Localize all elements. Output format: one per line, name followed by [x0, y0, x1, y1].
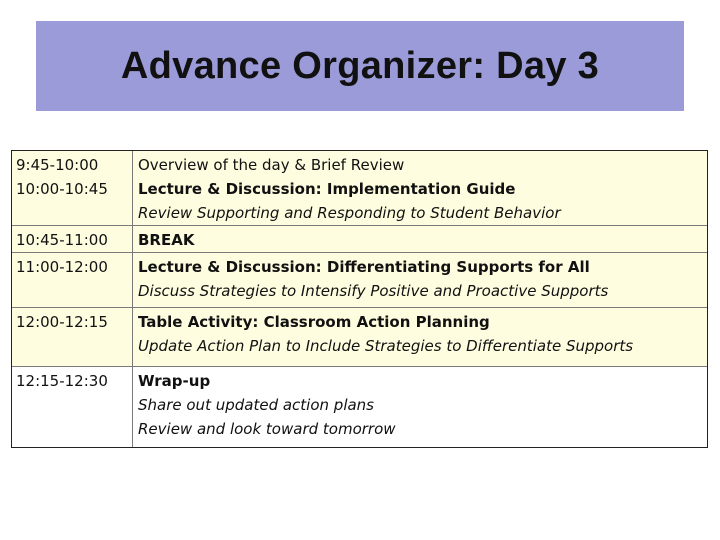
- activity-cell: [133, 226, 707, 252]
- schedule-row: [12, 307, 707, 366]
- time-label: 12:00-12:15: [16, 313, 108, 331]
- activity-heading: Wrap-up: [138, 372, 211, 390]
- time-label: 10:45-11:00: [16, 231, 108, 249]
- activity-heading: Lecture & Discussion: Differentiating Supports for All: [138, 258, 590, 276]
- activity-detail: Review Supporting and Responding to Student Behavior: [138, 204, 561, 222]
- time-cell: [12, 151, 133, 225]
- time-label: 10:00-10:45: [16, 180, 108, 198]
- schedule-row: [12, 151, 707, 225]
- time-cell: [12, 226, 133, 252]
- time-cell: [12, 308, 133, 366]
- time-label: 9:45-10:00: [16, 156, 99, 174]
- activity-line: Overview of the day & Brief Review: [138, 156, 405, 174]
- title-banner: [36, 21, 684, 111]
- activity-detail: Share out updated action plans: [138, 396, 375, 414]
- schedule-row: [12, 366, 707, 447]
- schedule-row-break: [12, 225, 707, 252]
- activity-heading: Lecture & Discussion: Implementation Guide: [138, 180, 516, 198]
- schedule-table: [11, 150, 708, 448]
- time-label: 11:00-12:00: [16, 258, 108, 276]
- activity-detail: Discuss Strategies to Intensify Positive and Proactive Supports: [138, 282, 609, 300]
- activity-detail: Review and look toward tomorrow: [138, 420, 396, 438]
- activity-cell: [133, 253, 707, 307]
- time-cell: [12, 367, 133, 447]
- time-spacer: [16, 201, 132, 225]
- activity-detail: Update Action Plan to Include Strategies to Differentiate Supports: [138, 337, 634, 355]
- activity-cell: [133, 151, 707, 225]
- activity-heading: Table Activity: Classroom Action Planning: [138, 313, 490, 331]
- break-label: BREAK: [138, 231, 195, 249]
- page-title: Advance Organizer: Day 3: [120, 44, 600, 87]
- schedule-row: [12, 252, 707, 307]
- time-cell: [12, 253, 133, 307]
- activity-cell: [133, 367, 707, 447]
- activity-cell: [133, 308, 707, 366]
- time-label: 12:15-12:30: [16, 372, 108, 390]
